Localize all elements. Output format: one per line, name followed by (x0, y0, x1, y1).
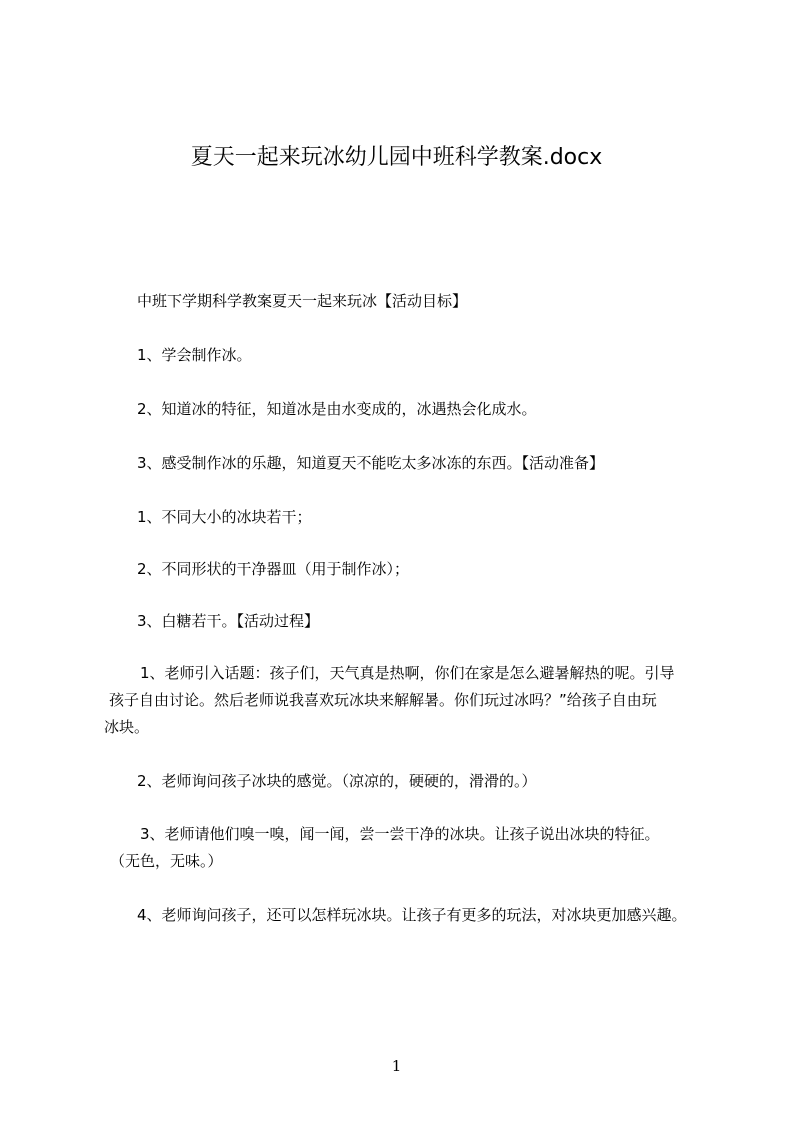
process-1-line-3: 冰块。 (104, 718, 150, 736)
process-1-line-2: 孩子自由讨论。然后老师说我喜欢玩冰块来解解暑。你们玩过冰吗？”给孩子自由玩 (109, 691, 657, 709)
paragraph-intro: 中班下学期科学教案夏天一起来玩冰【活动目标】 (137, 292, 468, 310)
process-3-line-2: （无色，无味。） (110, 852, 223, 870)
paragraph-process-3 (110, 821, 660, 875)
paragraph-prep-1: 1、不同大小的冰块若干； (137, 508, 312, 526)
paragraph-goal-3: 3、感受制作冰的乐趣，知道夏天不能吃太多冰冻的东西。【活动准备】 (137, 454, 605, 472)
process-3-line-1: 3、老师请他们嗅一嗅，闻一闻，尝一尝干净的冰块。让孩子说出冰块的特征。 (140, 825, 660, 843)
process-1-line-1: 1、老师引入话题：孩子们，天气真是热啊，你们在家是怎么避暑解热的呢。引导 (140, 664, 675, 682)
page-number: 1 (391, 1057, 402, 1075)
paragraph-process-1 (104, 660, 675, 741)
paragraph-goal-1: 1、学会制作冰。 (137, 346, 252, 364)
paragraph-process-4: 4、老师询问孩子，还可以怎样玩冰块。让孩子有更多的玩法，对冰块更加感兴趣。 (137, 906, 687, 924)
paragraph-prep-2: 2、不同形状的干净器皿（用于制作冰）； (137, 560, 410, 578)
document-title: 夏天一起来玩冰幼儿园中班科学教案.docx (190, 145, 603, 170)
paragraph-process-2: 2、老师询问孩子冰块的感觉。（凉凉的，硬硬的，滑滑的。） (137, 772, 537, 790)
paragraph-prep-3: 3、白糖若干。【活动过程】 (137, 612, 320, 630)
paragraph-goal-2: 2、知道冰的特征，知道冰是由水变成的，冰遇热会化成水。 (137, 400, 537, 418)
